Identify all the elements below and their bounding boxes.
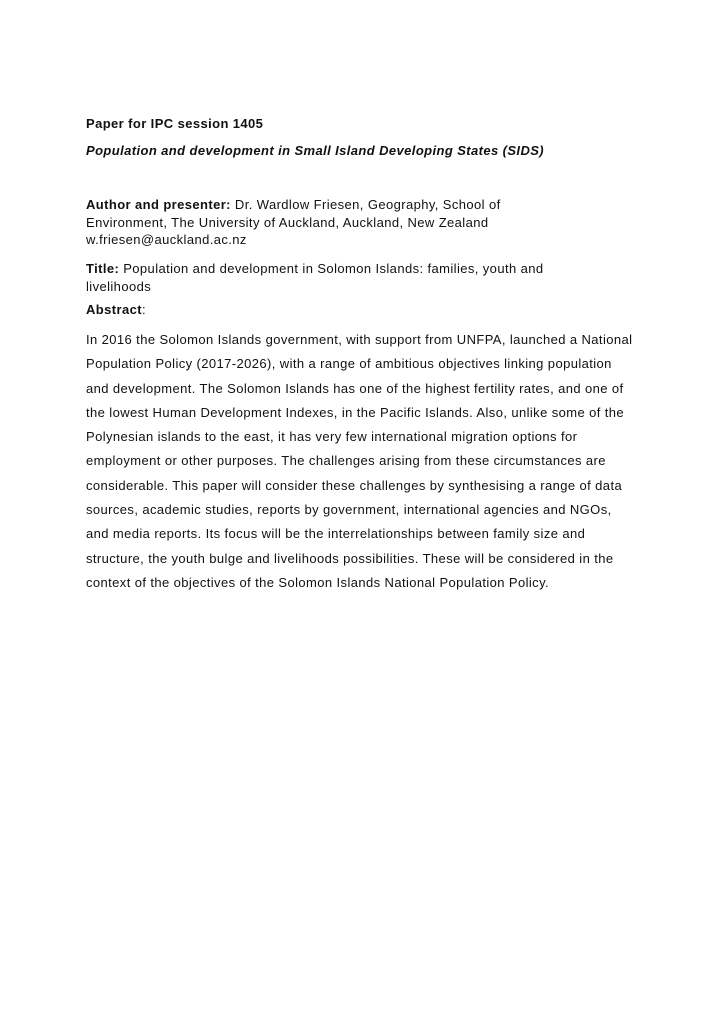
session-line: Paper for IPC session 1405 [86,116,264,131]
paper-title-block [86,260,606,295]
abstract-label: Abstract [86,302,142,317]
paper-title-text: Population and development in Solomon Islands: families, youth and livelihoods [86,261,544,294]
abstract-heading [86,302,146,317]
conference-title: Population and development in Small Island Developing States (SIDS) [86,143,545,158]
abstract-body: In 2016 the Solomon Islands government, with support from UNFPA, launched a National Population Policy (2017-2026), with a range of ambitious objectives linking population and development. The Solomon Islands has one of the highest fertility rates, and one of the lowest Human Development Indexes, in the Pacific Islands. Also, unlike some of the Polynesian islands to the east, it has very few international migration options for employment or other purposes. The challenges arising from these circumstances are considerable. This paper will consider these challenges by synthesising a range of data sources, academic studies, reports by government, international agencies and NGOs, and media reports. Its focus will be the interrelationships between family size and structure, the youth bulge and livelihoods possibilities. These will be considered in the context of the objectives of the Solomon Islands National Population Policy. [86,332,633,590]
author-text: Dr. Wardlow Friesen, Geography, School of Environment, The University of Auckland, Auckland, New Zealand [86,197,501,230]
author-block [86,196,566,249]
author-label: Author and presenter: [86,197,231,212]
paper-title-label: Title: [86,261,120,276]
author-email: w.friesen@auckland.ac.nz [86,232,247,247]
abstract-colon: : [141,302,146,317]
